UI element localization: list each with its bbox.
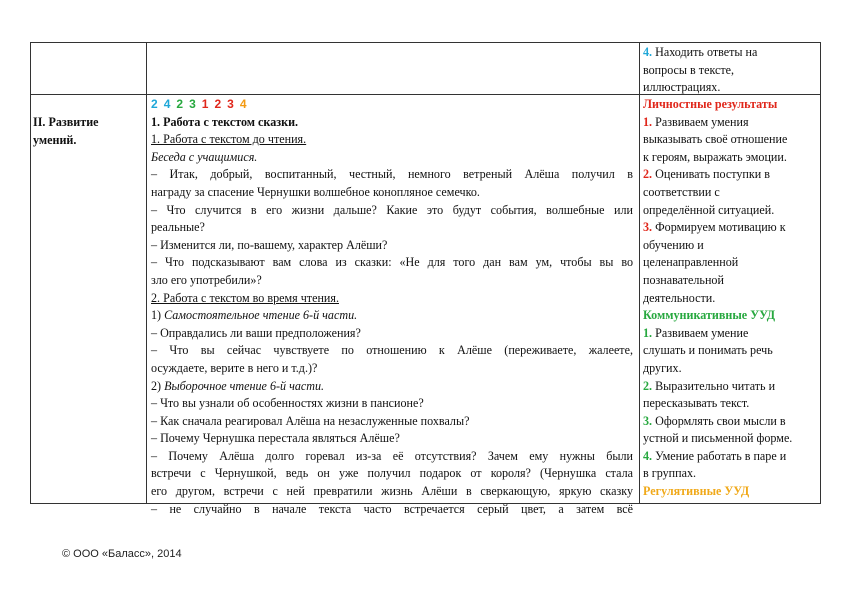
color-number: 1: [201, 97, 209, 111]
paragraph-line: – Что вы сейчас чувствуете по отношению к Алёше (переживаете, жалеете,: [151, 343, 633, 358]
color-number: 2: [176, 97, 184, 111]
color-number: 3: [227, 97, 234, 111]
copyright-footer: © ООО «Баласс», 2014: [62, 548, 182, 560]
paragraph-line: – Почему Чернушка перестала являться Алёше?: [151, 431, 400, 446]
paragraph-line: осуждаете, верите в него и т.д.)?: [151, 360, 318, 375]
intro-text: Беседа с учащимися.: [151, 149, 258, 164]
paragraph-line: реальные?: [151, 220, 205, 235]
paragraph-line: – Что подсказывают вам слова из сказки: «Не для того дан вам ум, чтобы вы во: [151, 255, 633, 270]
subheading: 2. Работа с текстом во время чтения.: [151, 290, 339, 305]
paragraph-line: – Что вы узнали об особенностях жизни в пансионе?: [151, 396, 424, 411]
table-right-border: [820, 42, 821, 504]
paragraph-line: – Оправдались ли ваши предположения?: [151, 325, 361, 340]
item-number: 4.: [643, 45, 653, 59]
color-number: 3: [189, 97, 196, 111]
paragraph-line: – Итак, добрый, воспитанный, честный, немного ветреный Алёша получил в: [151, 167, 633, 182]
paragraph-line: зло его употребили»?: [151, 272, 262, 287]
item-number: 3.: [643, 220, 653, 235]
paragraph-line: – Почему Алёша долго горевал из-за её отсутствия? Зачем ему нужны были: [151, 448, 633, 463]
paragraph-line: его другом, встречи с ней превратили жизнь Алёши в сверкающую, яркую сказку: [151, 484, 633, 499]
paragraph-line: – Изменится ли, по-вашему, характер Алёши?: [151, 237, 388, 252]
paragraph-line: встречи с Чернушкой, ведь он уже получил подарок от короля? (Чернушка стала: [151, 466, 633, 481]
part-number: 2): [151, 378, 162, 393]
paragraph-line: – Что случится в его жизни дальше? Какие это будут события, волшебные или: [151, 202, 633, 217]
item-number: 1.: [643, 325, 653, 340]
column-divider-2: [639, 42, 640, 504]
item-number: 2.: [643, 378, 653, 393]
item-number: 2.: [643, 167, 653, 182]
results-cell: Личностные результаты 1. Развиваем умения выказывать своё отношение к героям, выражать эмоции. 2. Оценивать поступки в соответствии с определённой ситуацией. 3. Формируем мотивацию к обучению и целенаправленной познавательной деятельности. Коммуникативные УУД 1. Развиваем умение слушать и понимать речь других. 2. Выразительно читать и пересказывать текст. 3. Оформлять свои мысли в устной и письменной форме. 4. Умение работать в паре и в группах. Регулятивные УУД: [643, 96, 819, 502]
subheading: 1. Работа с текстом до чтения.: [151, 132, 307, 147]
color-number: 2: [151, 97, 158, 111]
item-text: вопросы в тексте,: [643, 62, 735, 77]
communicative-title: Коммуникативные УУД: [643, 308, 776, 323]
item-number: 3.: [643, 413, 653, 428]
color-number: 4: [239, 97, 247, 111]
paragraph-line: награду за спасение Чернушки волшебное конопляное семечко.: [151, 184, 480, 199]
paragraph-line: – не случайно в начале текста часто встречается серый цвет, а затем всё: [151, 501, 633, 516]
section-heading: 1. Работа с текстом сказки.: [151, 114, 299, 129]
table-left-border: [30, 42, 31, 504]
part-title: Самостоятельное чтение 6-й части.: [164, 308, 358, 323]
paragraph-line: – Как сначала реагировал Алёша на незаслуженные похвалы?: [151, 413, 470, 428]
personal-results-title: Личностные результаты: [643, 97, 778, 111]
row1-right-cell: [643, 44, 817, 97]
section-label: II. Развитие умений.: [33, 115, 99, 147]
color-number: 4: [163, 97, 171, 111]
item-number: 4.: [643, 448, 653, 463]
part-title: Выборочное чтение 6-й части.: [164, 378, 325, 393]
column-divider-1: [146, 42, 147, 504]
item-number: 1.: [643, 114, 653, 129]
regulatory-title: Регулятивные УУД: [643, 484, 750, 499]
part-number: 1): [151, 308, 162, 323]
color-number: 2: [214, 97, 222, 111]
item-text: Находить ответы на: [655, 45, 758, 59]
lesson-content-cell: [151, 96, 633, 518]
item-text: иллюстрациях.: [643, 80, 721, 95]
color-number-sequence: [151, 96, 633, 114]
table-top-border: [30, 42, 821, 43]
